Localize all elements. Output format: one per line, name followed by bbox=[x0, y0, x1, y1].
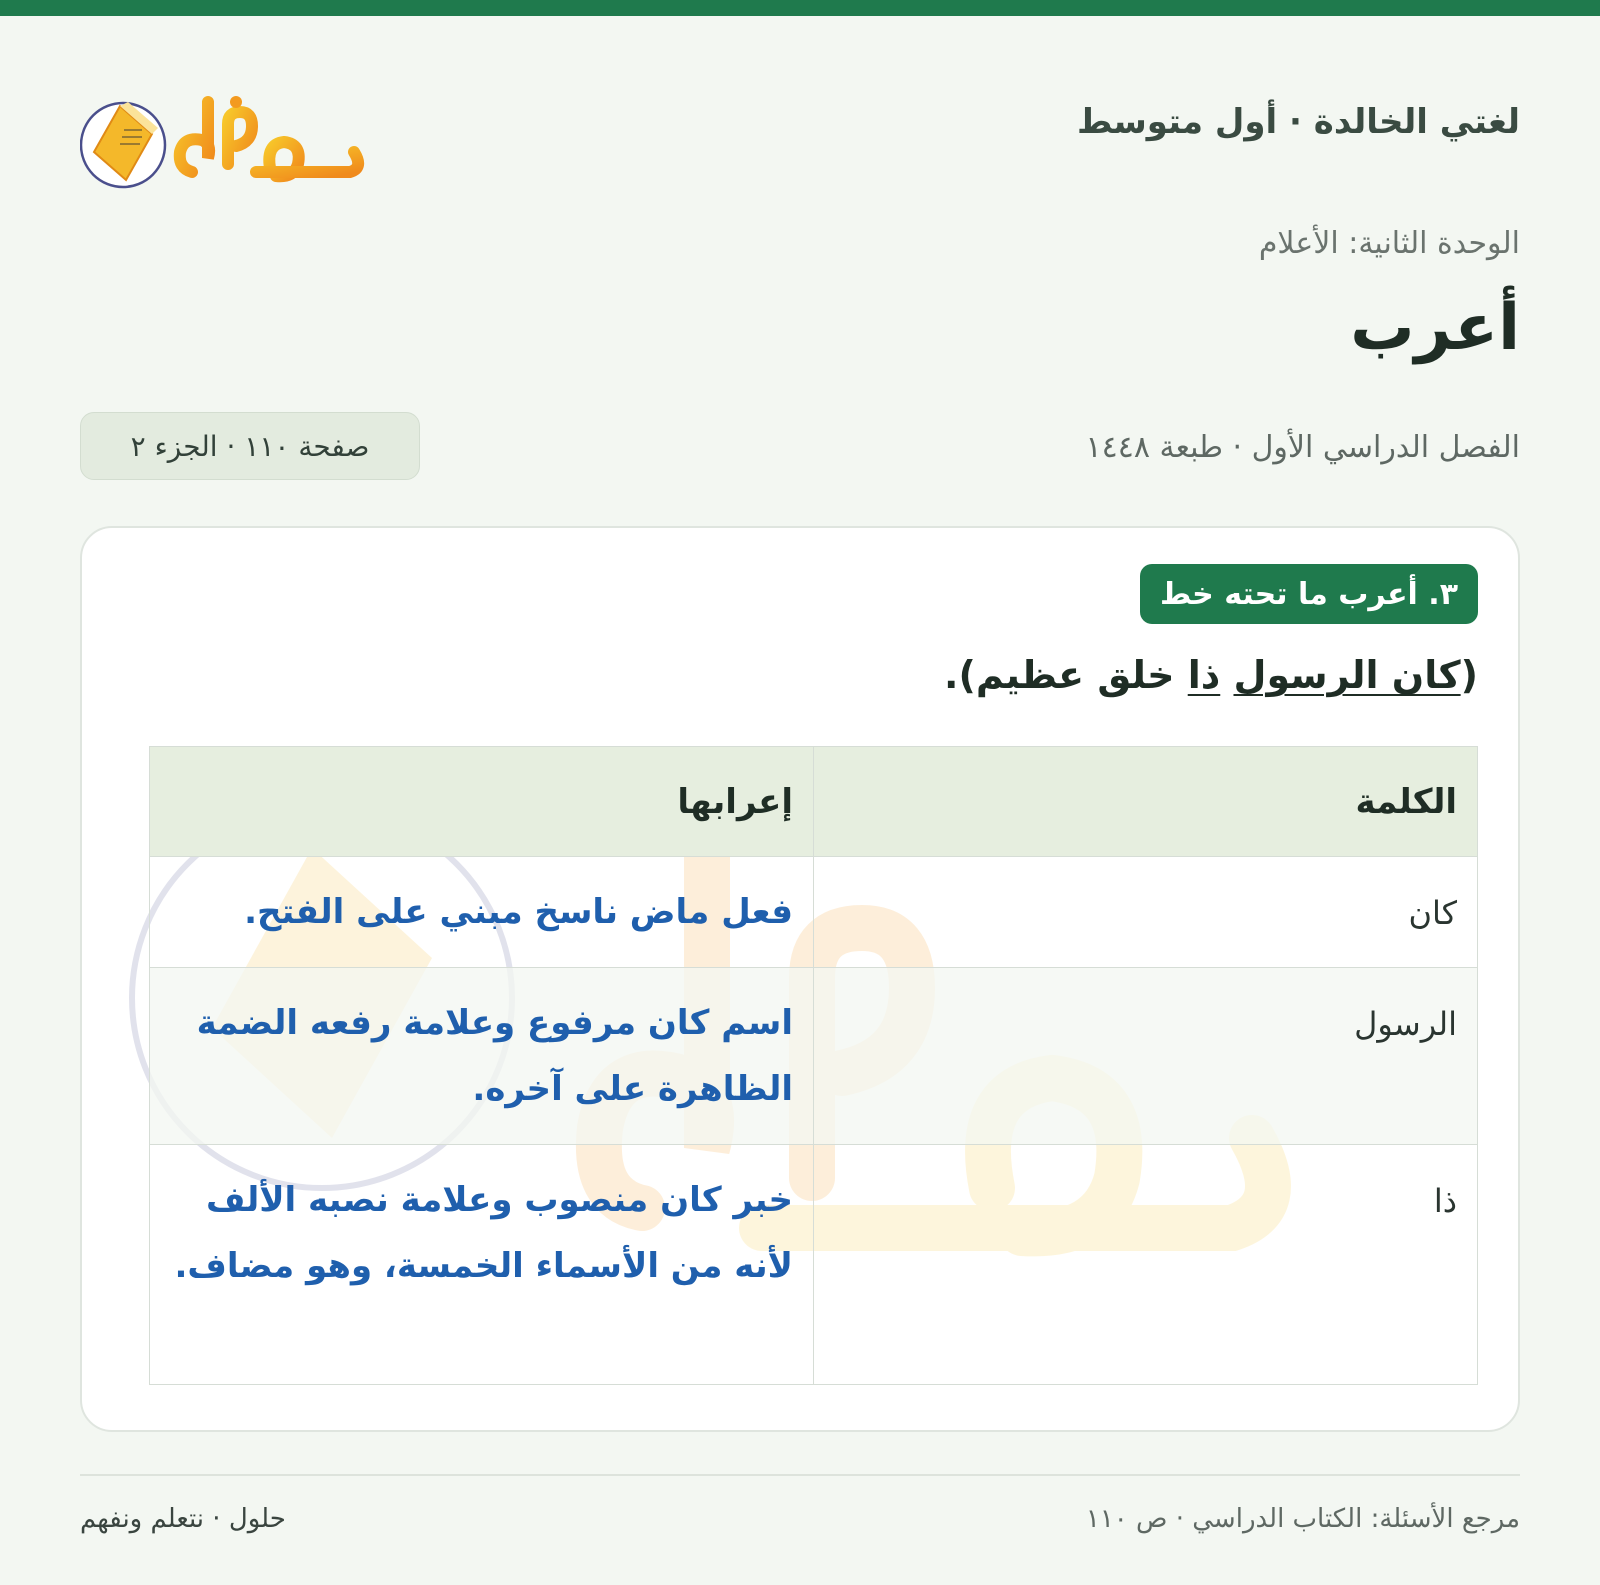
page-title: أعرب bbox=[1350, 291, 1520, 365]
sentence-space bbox=[1220, 653, 1233, 697]
irab-answer-cell: اسم كان مرفوع وعلامة رفعه الضمة الظاهرة على آخره. bbox=[150, 968, 814, 1145]
irab-answer-cell: خبر كان منصوب وعلامة نصبه الألف لأنه من الأسماء الخمسة، وهو مضاف. bbox=[150, 1145, 814, 1385]
header bbox=[80, 72, 1520, 192]
sentence-open-paren: ( bbox=[1460, 653, 1478, 697]
site-logo[interactable] bbox=[80, 72, 370, 192]
column-header-word: الكلمة bbox=[814, 747, 1478, 857]
column-header-irab: إعرابها bbox=[150, 747, 814, 857]
top-accent-bar bbox=[0, 0, 1600, 16]
table-header-row bbox=[150, 747, 1478, 857]
word-cell: الرسول bbox=[814, 968, 1478, 1145]
book-logo-icon bbox=[80, 72, 370, 192]
underlined-word: ذا bbox=[1187, 653, 1221, 697]
table-row bbox=[150, 1145, 1478, 1385]
footer-brand-link[interactable]: حلول · نتعلم ونفهم bbox=[80, 1504, 286, 1534]
underlined-phrase: كان الرسول bbox=[1233, 653, 1461, 697]
table-row bbox=[150, 857, 1478, 968]
sentence-rest: خلق عظيم). bbox=[944, 653, 1188, 697]
question-badge: ٣. أعرب ما تحته خط bbox=[1140, 564, 1478, 624]
book-title: لغتي الخالدة · أول متوسط bbox=[1076, 102, 1520, 142]
table-row bbox=[150, 968, 1478, 1145]
page bbox=[80, 16, 1520, 1585]
unit-label: الوحدة الثانية: الأعلام bbox=[1258, 226, 1520, 261]
word-cell: كان bbox=[814, 857, 1478, 968]
meta-row bbox=[80, 412, 1520, 482]
page-number-badge: صفحة ١١٠ · الجزء ٢ bbox=[80, 412, 420, 480]
word-cell: ذا bbox=[814, 1145, 1478, 1385]
irab-answer-cell: فعل ماض ناسخ مبني على الفتح. bbox=[150, 857, 814, 968]
irab-table bbox=[149, 746, 1478, 1385]
semester-info: الفصل الدراسي الأول · طبعة ١٤٤٨ bbox=[1085, 430, 1520, 465]
footer-reference: مرجع الأسئلة: الكتاب الدراسي · ص ١١٠ bbox=[1085, 1504, 1520, 1534]
footer-divider bbox=[80, 1474, 1520, 1476]
question-sentence bbox=[944, 653, 1478, 697]
question-card bbox=[80, 526, 1520, 1432]
